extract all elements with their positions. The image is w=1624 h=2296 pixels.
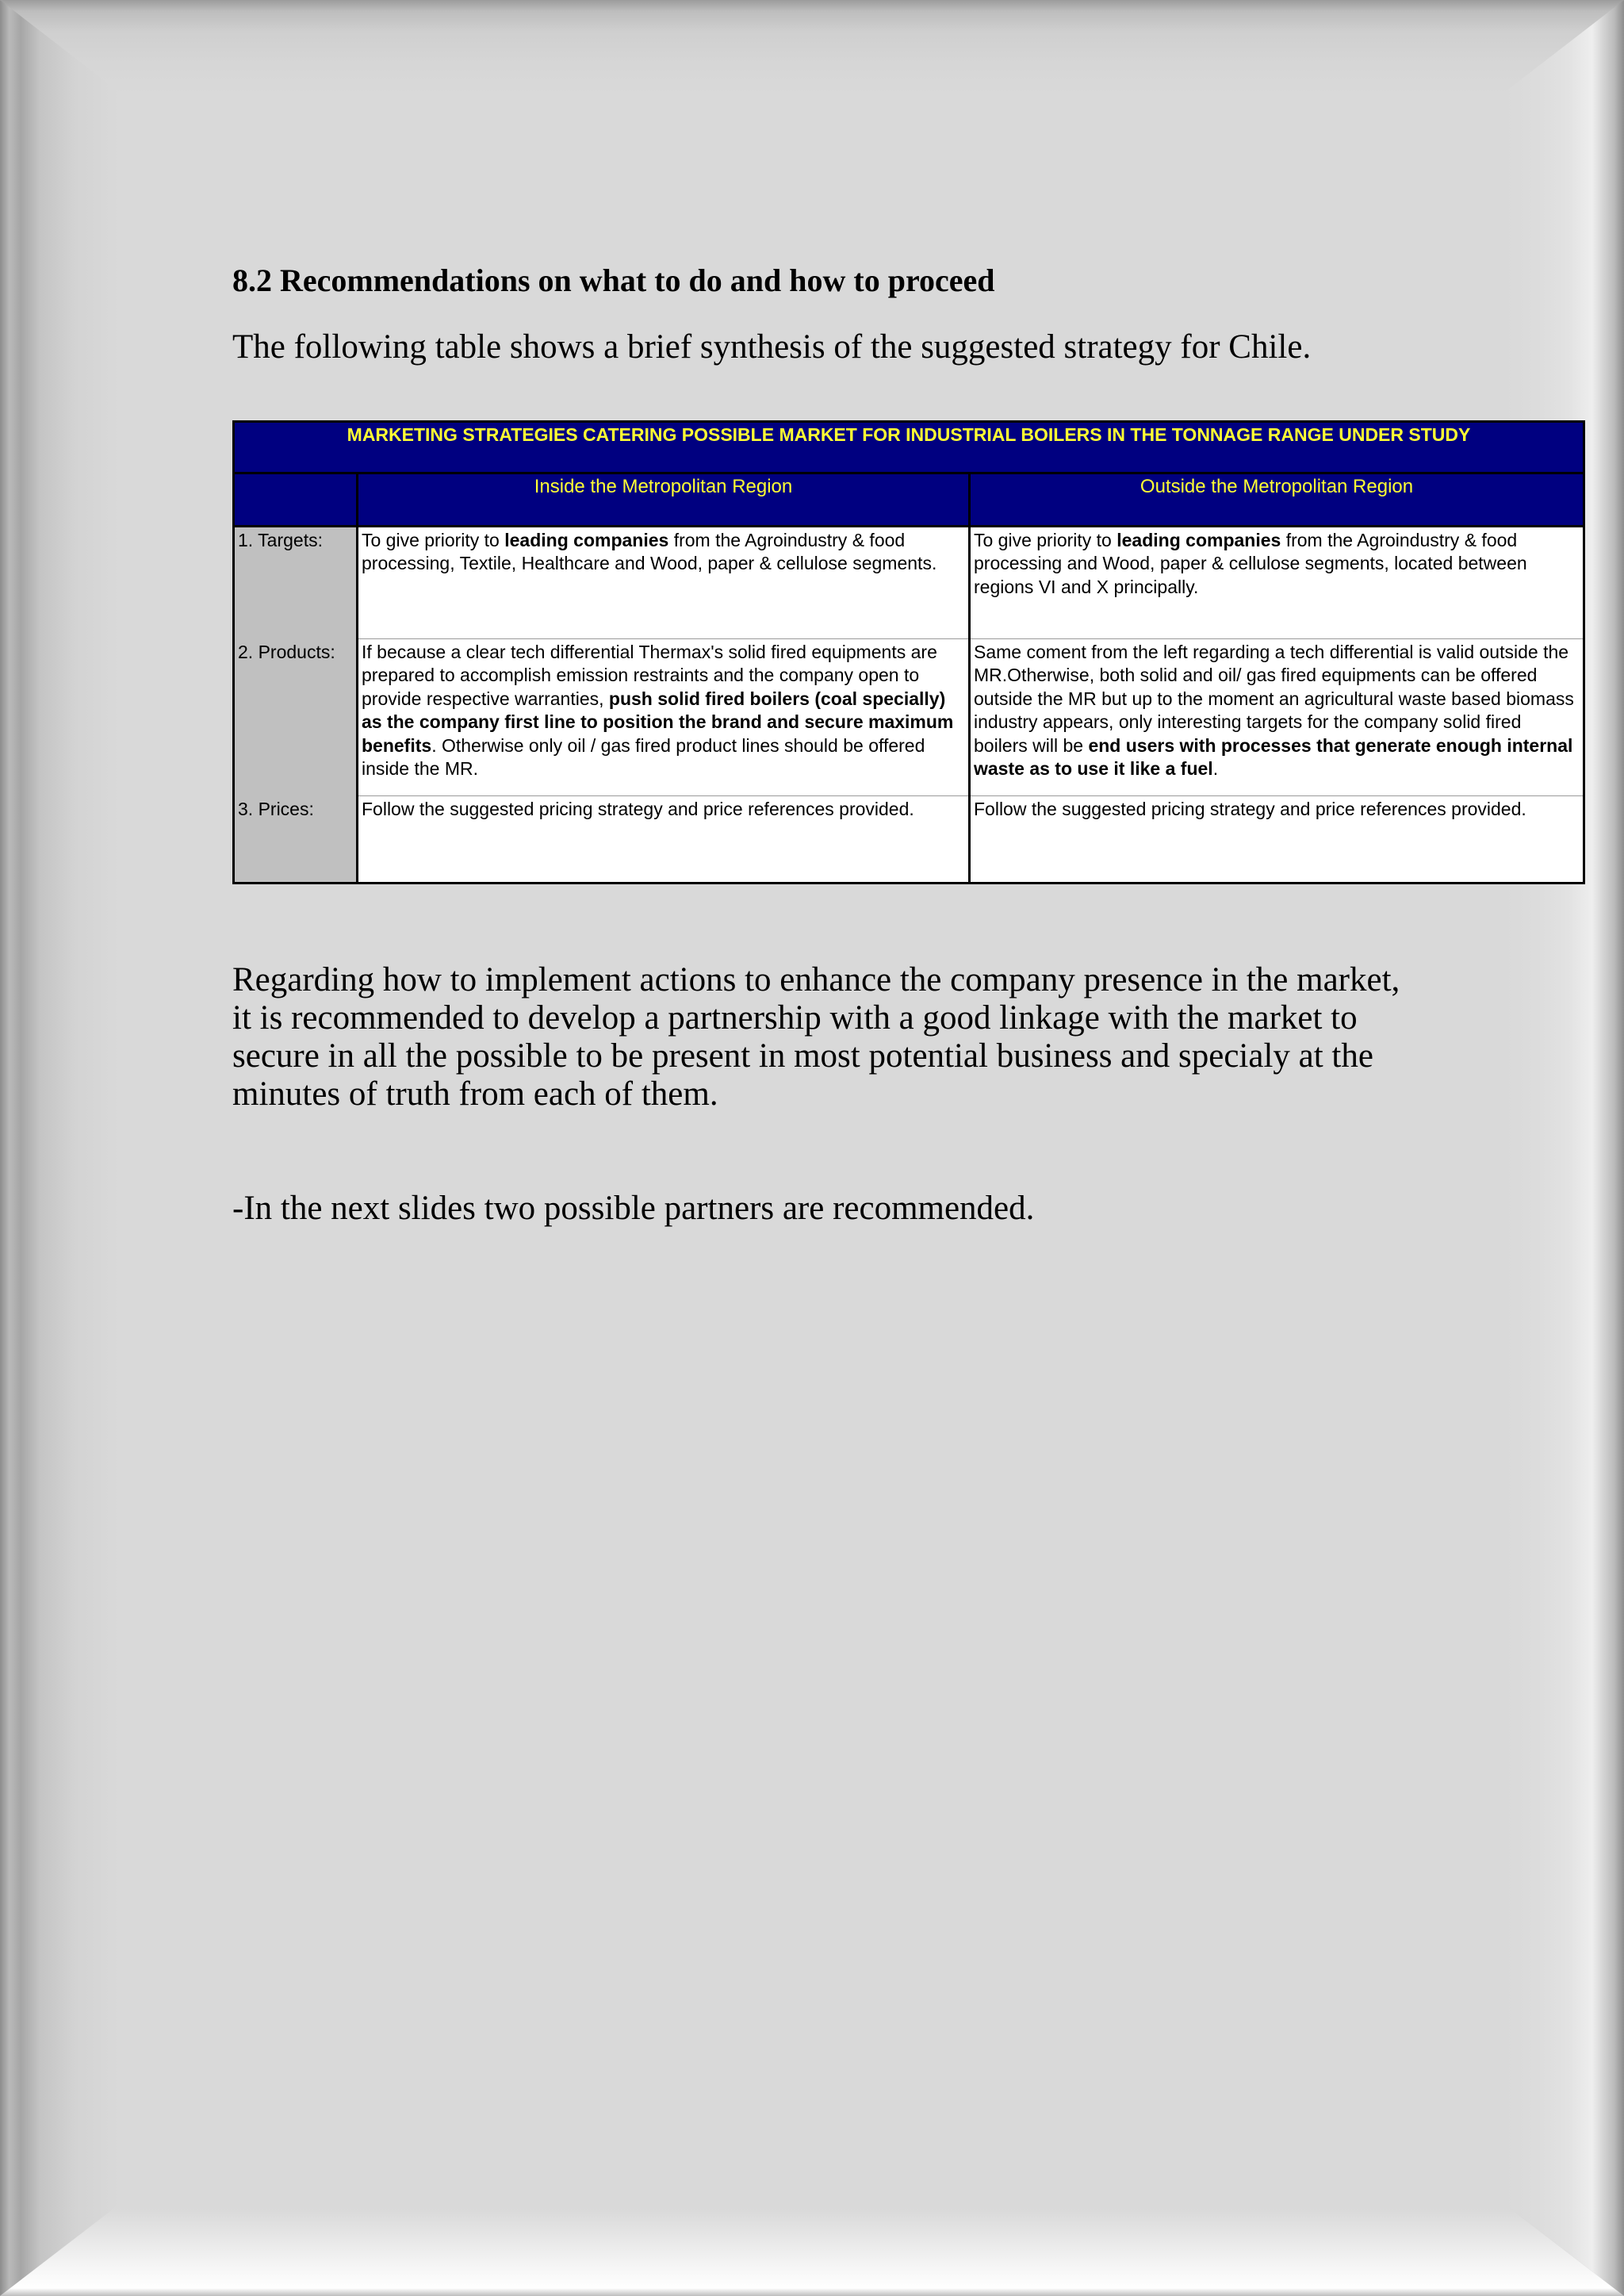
cell-prices-outside	[970, 796, 1584, 884]
column-header-outside: Outside the Metropolitan Region	[970, 473, 1584, 527]
cell-text: Follow the suggested pricing strategy and price references provided.	[362, 799, 914, 819]
cell-prices-inside	[358, 796, 970, 884]
emphasis-text: end users with processes that generate enough internal waste as to use it like a fuel	[974, 734, 1573, 780]
cell-text: from the Agroindustry & food processing and Wood, paper & cellulose segments, located between regions VI and X principally.	[974, 530, 1527, 597]
cell-targets-outside	[970, 527, 1584, 639]
strategy-table	[232, 420, 1585, 884]
cell-targets-inside	[358, 527, 970, 639]
cell-text: Follow the suggested pricing strategy and price references provided.	[974, 799, 1526, 819]
cell-products-outside	[970, 639, 1584, 796]
row-label-targets: 1. Targets:	[234, 527, 358, 639]
cell-text: . Otherwise only oil / gas fired product lines should be offered inside the MR.	[362, 734, 925, 780]
cell-text: Same coment from the left regarding a tech differential is valid outside the MR.Otherwise, both solid and oil/ gas fired equipments can be offered outside the MR but up to the moment an agricultural waste based biomass industry appears, only interesting targets for the company solid fired boilers will be	[974, 642, 1574, 756]
cell-products-inside	[358, 639, 970, 796]
cell-text: from the Agroindustry & food processing, Textile, Healthcare and Wood, paper & cellulose segments.	[362, 530, 937, 574]
cell-text: If because a clear tech differential Thermax's solid fired equipments are prepared to accomplish emission restraints and the company open to provide respective warranties,	[362, 642, 937, 709]
table-header-blank	[234, 473, 358, 527]
table-header-row	[234, 473, 1584, 527]
frame-bevel-bottom	[0, 2209, 1624, 2296]
table-row	[234, 639, 1584, 796]
table-title: MARKETING STRATEGIES CATERING POSSIBLE MARKET FOR INDUSTRIAL BOILERS IN THE TONNAGE RANGE UNDER STUDY	[234, 422, 1584, 473]
column-header-inside: Inside the Metropolitan Region	[358, 473, 970, 527]
row-label-prices: 3. Prices:	[234, 796, 358, 884]
next-slides-paragraph: -In the next slides two possible partners are recommended.	[232, 1190, 1035, 1227]
table-row	[234, 527, 1584, 639]
cell-text: To give priority to	[974, 530, 1117, 550]
document-content	[232, 262, 1580, 1227]
intro-text: The following table shows a brief synthesis of the suggested strategy for Chile.	[232, 328, 1312, 366]
emphasis-text: leading companies	[504, 530, 669, 550]
table-title-row	[234, 422, 1584, 473]
cell-text: To give priority to	[362, 530, 505, 550]
cell-text: .	[1212, 758, 1219, 780]
implementation-paragraph: Regarding how to implement actions to enhance the company presence in the market, it is recommended to develop a partnership with a good linkage with the market to secure in all the possible to be present in most potential business and specialy at the minutes of truth from each of them.	[232, 961, 1400, 1113]
emphasis-text: push solid fired boilers (coal specially) as the company first line to position the brand and secure maximum benefits	[362, 688, 954, 756]
frame-bevel-left	[0, 0, 119, 2296]
frame-bevel-top	[0, 0, 1624, 95]
table-row	[234, 796, 1584, 884]
row-label-products: 2. Products:	[234, 639, 358, 796]
emphasis-text: leading companies	[1116, 530, 1281, 550]
section-heading: 8.2 Recommendations on what to do and how to proceed	[232, 263, 995, 298]
